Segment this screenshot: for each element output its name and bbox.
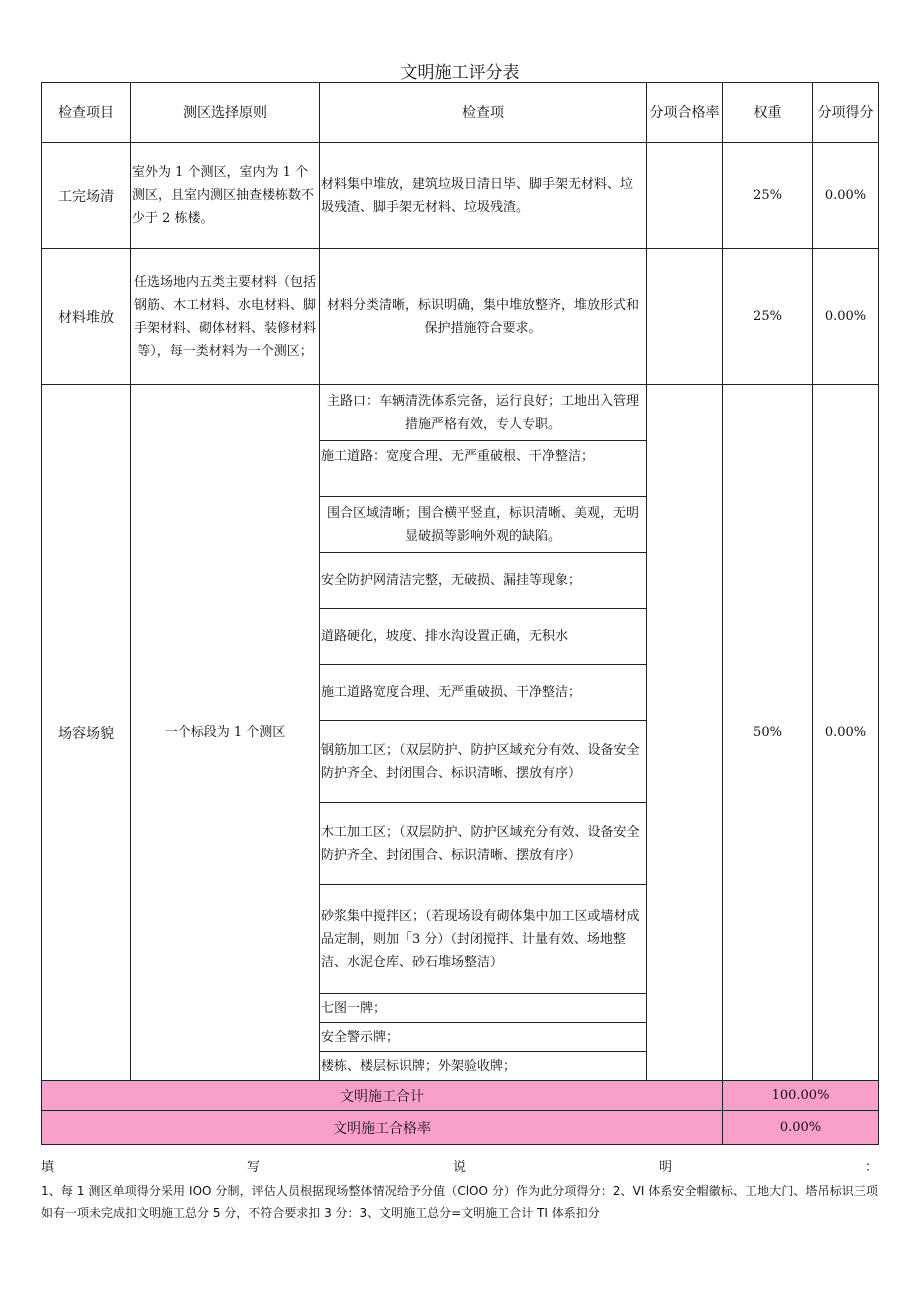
check-item: 木工加工区；（双层防护、防护区域充分有效、设备安全防护齐全、封闭围合、标识清晰、摆放有序） [320, 803, 647, 885]
header-item: 检查项目 [42, 83, 131, 143]
pass-rate-row [42, 1111, 879, 1145]
weight-cell: 50% [723, 385, 813, 1081]
total-label: 文明施工合计 [42, 1081, 723, 1111]
pass-rate-label: 文明施工合格率 [42, 1111, 723, 1145]
weight-cell: 25% [723, 249, 813, 385]
header-row [42, 83, 879, 143]
notes-heading [41, 1156, 878, 1175]
notes-heading-char: ： [864, 1160, 878, 1175]
page-title: 文明施工评分表 [400, 63, 520, 83]
weight-cell: 25% [723, 143, 813, 249]
check-item: 施工道路：宽度合理、无严重破根、干净整洁； [320, 441, 647, 497]
check-item: 围合区域清晰；围合横平竖直，标识清晰、美观，无明显破损等影响外观的缺陷。 [320, 497, 647, 553]
section-name: 场容场貌 [42, 385, 131, 1081]
notes-heading-char: 明 [658, 1160, 672, 1175]
pass-rate-value: 0.00% [723, 1111, 879, 1145]
section-rule: 任选场地内五类主要材料（包括钢筋、木工材料、水电材料、脚手架材料、砌体材料、装修材料等），每一类材料为一个测区； [131, 249, 320, 385]
header-weight: 权重 [723, 83, 813, 143]
check-item: 安全警示牌； [320, 1023, 647, 1052]
check-item: 钢筋加工区；（双层防护、防护区域充分有效、设备安全防护齐全、封闭围合、标识清晰、摆放有序） [320, 721, 647, 803]
section-name: 工完场清 [42, 143, 131, 249]
header-rule: 测区选择原则 [131, 83, 320, 143]
check-item: 道路硬化，坡度、排水沟设置正确，无积水 [320, 609, 647, 665]
rate-cell [647, 249, 723, 385]
header-score: 分项得分 [813, 83, 879, 143]
notes-heading-char: 写 [246, 1160, 260, 1175]
section-name: 材料堆放 [42, 249, 131, 385]
check-item: 材料集中堆放，建筑垃圾日清日毕、脚手架无材料、垃圾残渣、脚手架无材料、垃圾残渣。 [320, 143, 647, 249]
section-rule: 一个标段为 1 个测区 [131, 385, 320, 1081]
score-cell: 0.00% [813, 249, 879, 385]
score-table [41, 82, 879, 1145]
score-cell: 0.00% [813, 143, 879, 249]
table-row [42, 385, 879, 441]
table-row [42, 249, 879, 385]
check-item: 安全防护网清洁完整，无破损、漏挂等现象； [320, 553, 647, 609]
check-item: 七图一牌； [320, 994, 647, 1023]
check-item: 主路口：车辆清洗体系完备，运行良好；工地出入管理措施严格有效，专人专职。 [320, 385, 647, 441]
total-value: 100.00% [723, 1081, 879, 1111]
table-row [42, 143, 879, 249]
score-cell: 0.00% [813, 385, 879, 1081]
header-rate: 分项合格率 [647, 83, 723, 143]
notes-body: 1、每 1 测区单项得分采用 IOO 分制，评估人员根据现场整体情况给予分值（ClOO 分）作为此分项得分：2、VI 体系安全帽徽标、工地大门、塔吊标识三项如有一项未完成扣文明施工总分 5 分，不符合要求扣 3 分：3、文明施工总分=文明施工合计 TI 体系扣分 [41, 1184, 878, 1220]
check-item: 砂浆集中搅拌区；（若现场设有砌体集中加工区或墙材成品定制，则加「3 分）（封闭搅拌、计量有效、场地整洁、水泥仓库、砂石堆场整洁） [320, 885, 647, 994]
header-check: 检查项 [320, 83, 647, 143]
notes-heading-char: 说 [452, 1160, 466, 1175]
total-row [42, 1081, 879, 1111]
notes-heading-char: 填 [41, 1160, 55, 1175]
check-item: 楼栋、楼层标识牌；外架验收牌； [320, 1052, 647, 1081]
check-item: 材料分类清晰，标识明确，集中堆放整齐，堆放形式和保护措施符合要求。 [320, 249, 647, 385]
check-item: 施工道路宽度合理、无严重破损、干净整洁； [320, 665, 647, 721]
rate-cell [647, 385, 723, 1081]
rate-cell [647, 143, 723, 249]
section-rule: 室外为 1 个测区，室内为 1 个测区，且室内测区抽查楼栋数不少于 2 栋楼。 [131, 143, 320, 249]
